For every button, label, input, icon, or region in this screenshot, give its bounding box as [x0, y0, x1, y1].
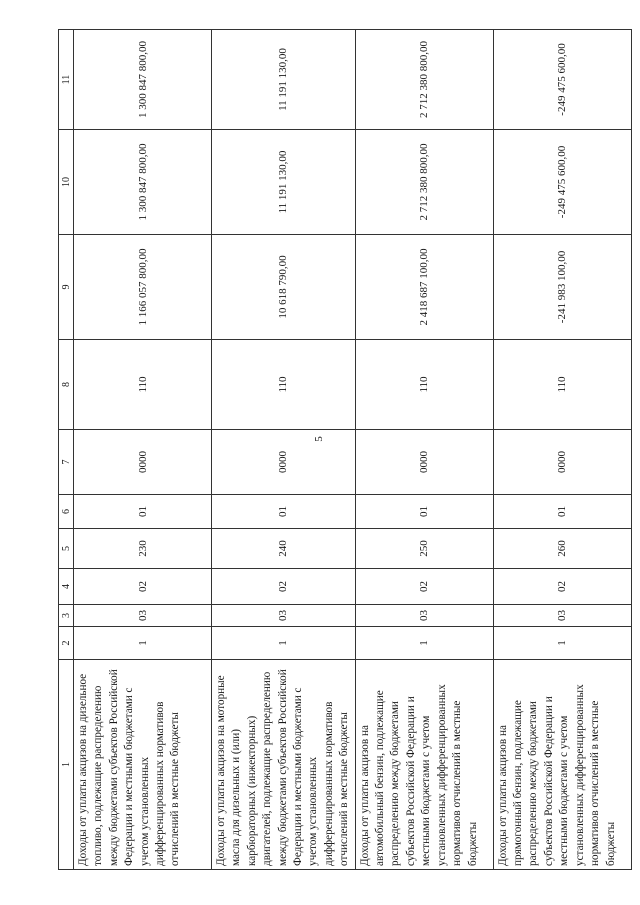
row-code-4: 02 — [74, 569, 212, 605]
col-header-4: 4 — [59, 569, 74, 605]
col-header-6: 6 — [59, 495, 74, 529]
col-header-9: 9 — [59, 235, 74, 340]
col-header-8: 8 — [59, 340, 74, 430]
row-code-6: 01 — [74, 495, 212, 529]
row-code-3: 03 — [74, 605, 212, 627]
row-name: Доходы от уплаты акцизов на автомобильный бензин, подлежащие распределению между бюджетами субъектов Российской Федерации и местными бюджетами с учетом установленных дифференцированных нормативов отчислений в местные бюджеты — [355, 660, 493, 870]
table-row — [493, 30, 631, 870]
row-code-2: 1 — [493, 627, 631, 660]
row-name: Доходы от уплаты акцизов на прямогонный бензин, подлежащие распределению между бюджетами субъектов Российской Федерации и местными бюджетами с учетом установленных дифференцированных нормативов отчислений в местные бюджеты — [493, 660, 631, 870]
row-code-7: 0000 — [74, 430, 212, 495]
row-code-2: 1 — [355, 627, 493, 660]
row-amount-10: -249 475 600,00 — [493, 130, 631, 235]
col-header-1: 1 — [59, 660, 74, 870]
row-amount-9: 10 618 790,00 — [212, 235, 356, 340]
row-code-5: 240 — [212, 529, 356, 569]
page-number: 5 — [312, 436, 325, 442]
row-code-3: 03 — [355, 605, 493, 627]
row-code-4: 02 — [212, 569, 356, 605]
row-code-5: 260 — [493, 529, 631, 569]
row-code-6: 01 — [493, 495, 631, 529]
row-code-5: 230 — [74, 529, 212, 569]
row-amount-11: 2 712 380 800,00 — [355, 30, 493, 130]
row-amount-9: 2 418 687 100,00 — [355, 235, 493, 340]
row-code-4: 02 — [493, 569, 631, 605]
row-amount-10: 1 300 847 800,00 — [74, 130, 212, 235]
col-header-2: 2 — [59, 627, 74, 660]
table-row — [212, 30, 356, 870]
row-code-3: 03 — [212, 605, 356, 627]
row-amount-10: 2 712 380 800,00 — [355, 130, 493, 235]
row-amount-11: 11 191 130,00 — [212, 30, 356, 130]
col-header-3: 3 — [59, 605, 74, 627]
row-code-8: 110 — [212, 340, 356, 430]
row-code-4: 02 — [355, 569, 493, 605]
col-header-11: 11 — [59, 30, 74, 130]
row-code-2: 1 — [212, 627, 356, 660]
row-code-8: 110 — [355, 340, 493, 430]
row-code-8: 110 — [493, 340, 631, 430]
rotated-table-container — [58, 30, 628, 870]
row-code-7: 0000 — [212, 430, 356, 495]
row-amount-10: 11 191 130,00 — [212, 130, 356, 235]
row-code-5: 250 — [355, 529, 493, 569]
row-code-6: 01 — [355, 495, 493, 529]
row-code-7: 0000 — [355, 430, 493, 495]
row-name: Доходы от уплаты акцизов на дизельное топливо, подлежащие распределению между бюджетами субъектов Российской Федерации и местными бюджетами с учетом установленных дифференцированных нормативов отчислений в местные бюджеты — [74, 660, 212, 870]
row-code-2: 1 — [74, 627, 212, 660]
row-amount-11: -249 475 600,00 — [493, 30, 631, 130]
row-amount-9: 1 166 057 800,00 — [74, 235, 212, 340]
table-row — [74, 30, 212, 870]
budget-revenue-table — [58, 29, 632, 870]
col-header-5: 5 — [59, 529, 74, 569]
row-amount-11: 1 300 847 800,00 — [74, 30, 212, 130]
row-code-6: 01 — [212, 495, 356, 529]
row-name: Доходы от уплаты акцизов на моторные масла для дизельных и (или) карбюраторных (инжекторных) двигателей, подлежащие распределению между бюджетами субъектов Российской Федерации и местными бюджетами с учетом установленных дифференцированных нормативов отчислений в местные бюджеты — [212, 660, 356, 870]
col-header-10: 10 — [59, 130, 74, 235]
row-code-7: 0000 — [493, 430, 631, 495]
table-row — [355, 30, 493, 870]
row-code-8: 110 — [74, 340, 212, 430]
row-amount-9: -241 983 100,00 — [493, 235, 631, 340]
column-number-row — [59, 30, 74, 870]
col-header-7: 7 — [59, 430, 74, 495]
row-code-3: 03 — [493, 605, 631, 627]
